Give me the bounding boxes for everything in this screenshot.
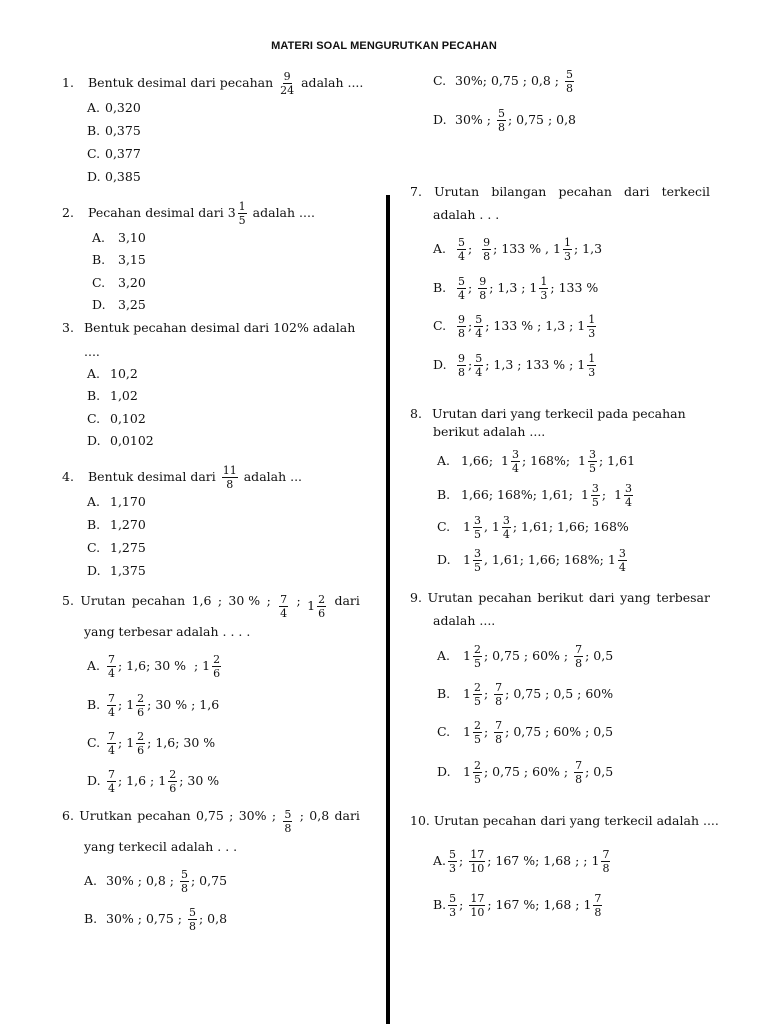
option-c[interactable]: C. 3,20 (92, 275, 146, 290)
option-d[interactable]: D. 3,25 (92, 297, 146, 312)
option-c[interactable]: C. 30%; 0,75 ; 0,8 ; $\frac{5}{8}$ (433, 68, 574, 95)
option-d[interactable]: D. 1,375 (87, 563, 146, 578)
option-a[interactable]: A. 1,66; 1 $\frac{3}{4}$ ; 168%; 1 $\frac{3}{5}$ ; 1,61 (437, 448, 636, 475)
option-b[interactable]: B. 1,66; 168%; 1,61; 1 $\frac{3}{5}$ ; 1 $\frac{3}{4}$ (437, 482, 633, 509)
mixed-number: 3 $\frac{1}{5}$ (227, 200, 246, 227)
option-d[interactable]: D. 0,0102 (87, 433, 154, 448)
option-a[interactable]: A. $\frac{5}{3}$ ; $\frac{17}{10}$ ; 167 %; 1,68 ; ; 1 $\frac{7}{8}$ (433, 848, 610, 875)
option-a[interactable]: A. $\frac{5}{4}$ ; $\frac{9}{8}$ ; 133 % , 1 $\frac{1}{3}$ ; 1,3 (433, 236, 603, 263)
option-d[interactable]: D. $\frac{7}{4}$ ; 1,6 ; 1 $\frac{2}{6}$ ; 30 % (87, 768, 220, 795)
option-b[interactable]: B. 30% ; 0,75 ; $\frac{5}{8}$ ; 0,8 (84, 906, 228, 933)
option-b[interactable]: B. $\frac{7}{4}$ ; 1 $\frac{2}{6}$ ; 30 % ; 1,6 (87, 692, 220, 719)
question-7-line2: adalah . . . (433, 207, 500, 222)
option-c[interactable]: C. 1,275 (87, 540, 146, 555)
fraction: $\frac{11}{8}$ (222, 464, 237, 491)
option-c[interactable]: C. 1 $\frac{3}{5}$ , 1 $\frac{3}{4}$ ; 1,61; 1,66; 168% (437, 514, 629, 541)
option-b[interactable]: B. 0,375 (87, 123, 141, 138)
question-6-line2: yang terkecil adalah . . . (84, 839, 238, 854)
option-d[interactable]: D. 1 $\frac{3}{5}$ , 1,61; 1,66; 168%; 1 $\frac{3}{4}$ (437, 547, 626, 574)
option-a[interactable]: A. 3,10 (92, 230, 146, 245)
option-c[interactable]: C. $\frac{7}{4}$ ; 1 $\frac{2}{6}$ ; 1,6; 30 % (87, 730, 216, 757)
question-3-continuation: .... (84, 344, 100, 359)
question-8-line2: berikut adalah .... (433, 424, 546, 439)
option-c[interactable]: C. 1 $\frac{2}{5}$ ; $\frac{7}{8}$ ; 0,75 ; 60% ; 0,5 (437, 719, 614, 746)
question-1: 1. Bentuk desimal dari pecahan $\frac{9}{24}$ adalah .... (62, 70, 364, 97)
fraction: $\frac{9}{24}$ (280, 70, 295, 97)
option-c[interactable]: C. 0,377 (87, 146, 141, 161)
question-7: 7. Urutan bilangan pecahan dari terkecil (410, 184, 710, 199)
option-d[interactable]: D. 30% ; $\frac{5}{8}$ ; 0,75 ; 0,8 (433, 107, 577, 134)
question-9: 9. Urutan pecahan berikut dari yang terbesar (410, 590, 710, 605)
page-title: MATERI SOAL MENGURUTKAN PECAHAN (271, 40, 497, 52)
option-d[interactable]: D. $\frac{9}{8}$ ; $\frac{5}{4}$ ; 1,3 ; 133 % ; 1 $\frac{1}{3}$ (433, 352, 596, 379)
option-a[interactable]: A. 0,320 (87, 100, 141, 115)
question-8: 8. Urutan dari yang terkecil pada pecahan (410, 406, 686, 421)
question-6: 6. Urutkan pecahan 0,75 ; 30% ; $\frac{5}{8}$ ; 0,8 dari (62, 808, 360, 835)
option-c[interactable]: C. 0,102 (87, 411, 146, 426)
question-4: 4. Bentuk desimal dari $\frac{11}{8}$ adalah ... (62, 464, 303, 491)
option-c[interactable]: C. $\frac{9}{8}$ ; $\frac{5}{4}$ ; 133 % ; 1,3 ; 1 $\frac{1}{3}$ (433, 313, 596, 340)
column-divider (386, 195, 390, 1024)
option-a[interactable]: A. 30% ; 0,8 ; $\frac{5}{8}$ ; 0,75 (84, 868, 228, 895)
question-3: 3. Bentuk pecahan desimal dari 102% adalah (62, 320, 356, 335)
option-b[interactable]: B. $\frac{5}{4}$ ; $\frac{9}{8}$ ; 1,3 ; 1 $\frac{1}{3}$ ; 133 % (433, 275, 599, 302)
option-d[interactable]: D. 0,385 (87, 169, 141, 184)
question-5-line2: yang terbesar adalah . . . . (84, 624, 251, 639)
question-2: 2. Pecahan desimal dari 3 $\frac{1}{5}$ adalah .... (62, 200, 315, 227)
option-b[interactable]: B. 1,02 (87, 388, 138, 403)
question-10: 10. Urutan pecahan dari yang terkecil adalah .... (410, 813, 719, 828)
option-b[interactable]: B. 1,270 (87, 517, 146, 532)
option-a[interactable]: A. 1,170 (87, 494, 146, 509)
option-b[interactable]: B. 3,15 (92, 252, 146, 267)
option-b[interactable]: B. 1 $\frac{2}{5}$ ; $\frac{7}{8}$ ; 0,75 ; 0,5 ; 60% (437, 681, 614, 708)
question-5: 5. Urutan pecahan 1,6 ; 30 % ; $\frac{7}{4}$ ; 1 $\frac{2}{6}$ dari (62, 593, 360, 620)
option-a[interactable]: A. 1 $\frac{2}{5}$ ; 0,75 ; 60% ; $\frac{7}{8}$ ; 0,5 (437, 643, 614, 670)
option-a[interactable]: A. $\frac{7}{4}$ ; 1,6; 30 % ; 1 $\frac{2}{6}$ (87, 653, 221, 680)
question-9-line2: adalah .... (433, 613, 496, 628)
option-d[interactable]: D. 1 $\frac{2}{5}$ ; 0,75 ; 60% ; $\frac{7}{8}$ ; 0,5 (437, 759, 614, 786)
option-b[interactable]: B. $\frac{5}{3}$ ; $\frac{17}{10}$ ; 167 %; 1,68 ; 1 $\frac{7}{8}$ (433, 892, 602, 919)
option-a[interactable]: A. 10,2 (87, 366, 138, 381)
